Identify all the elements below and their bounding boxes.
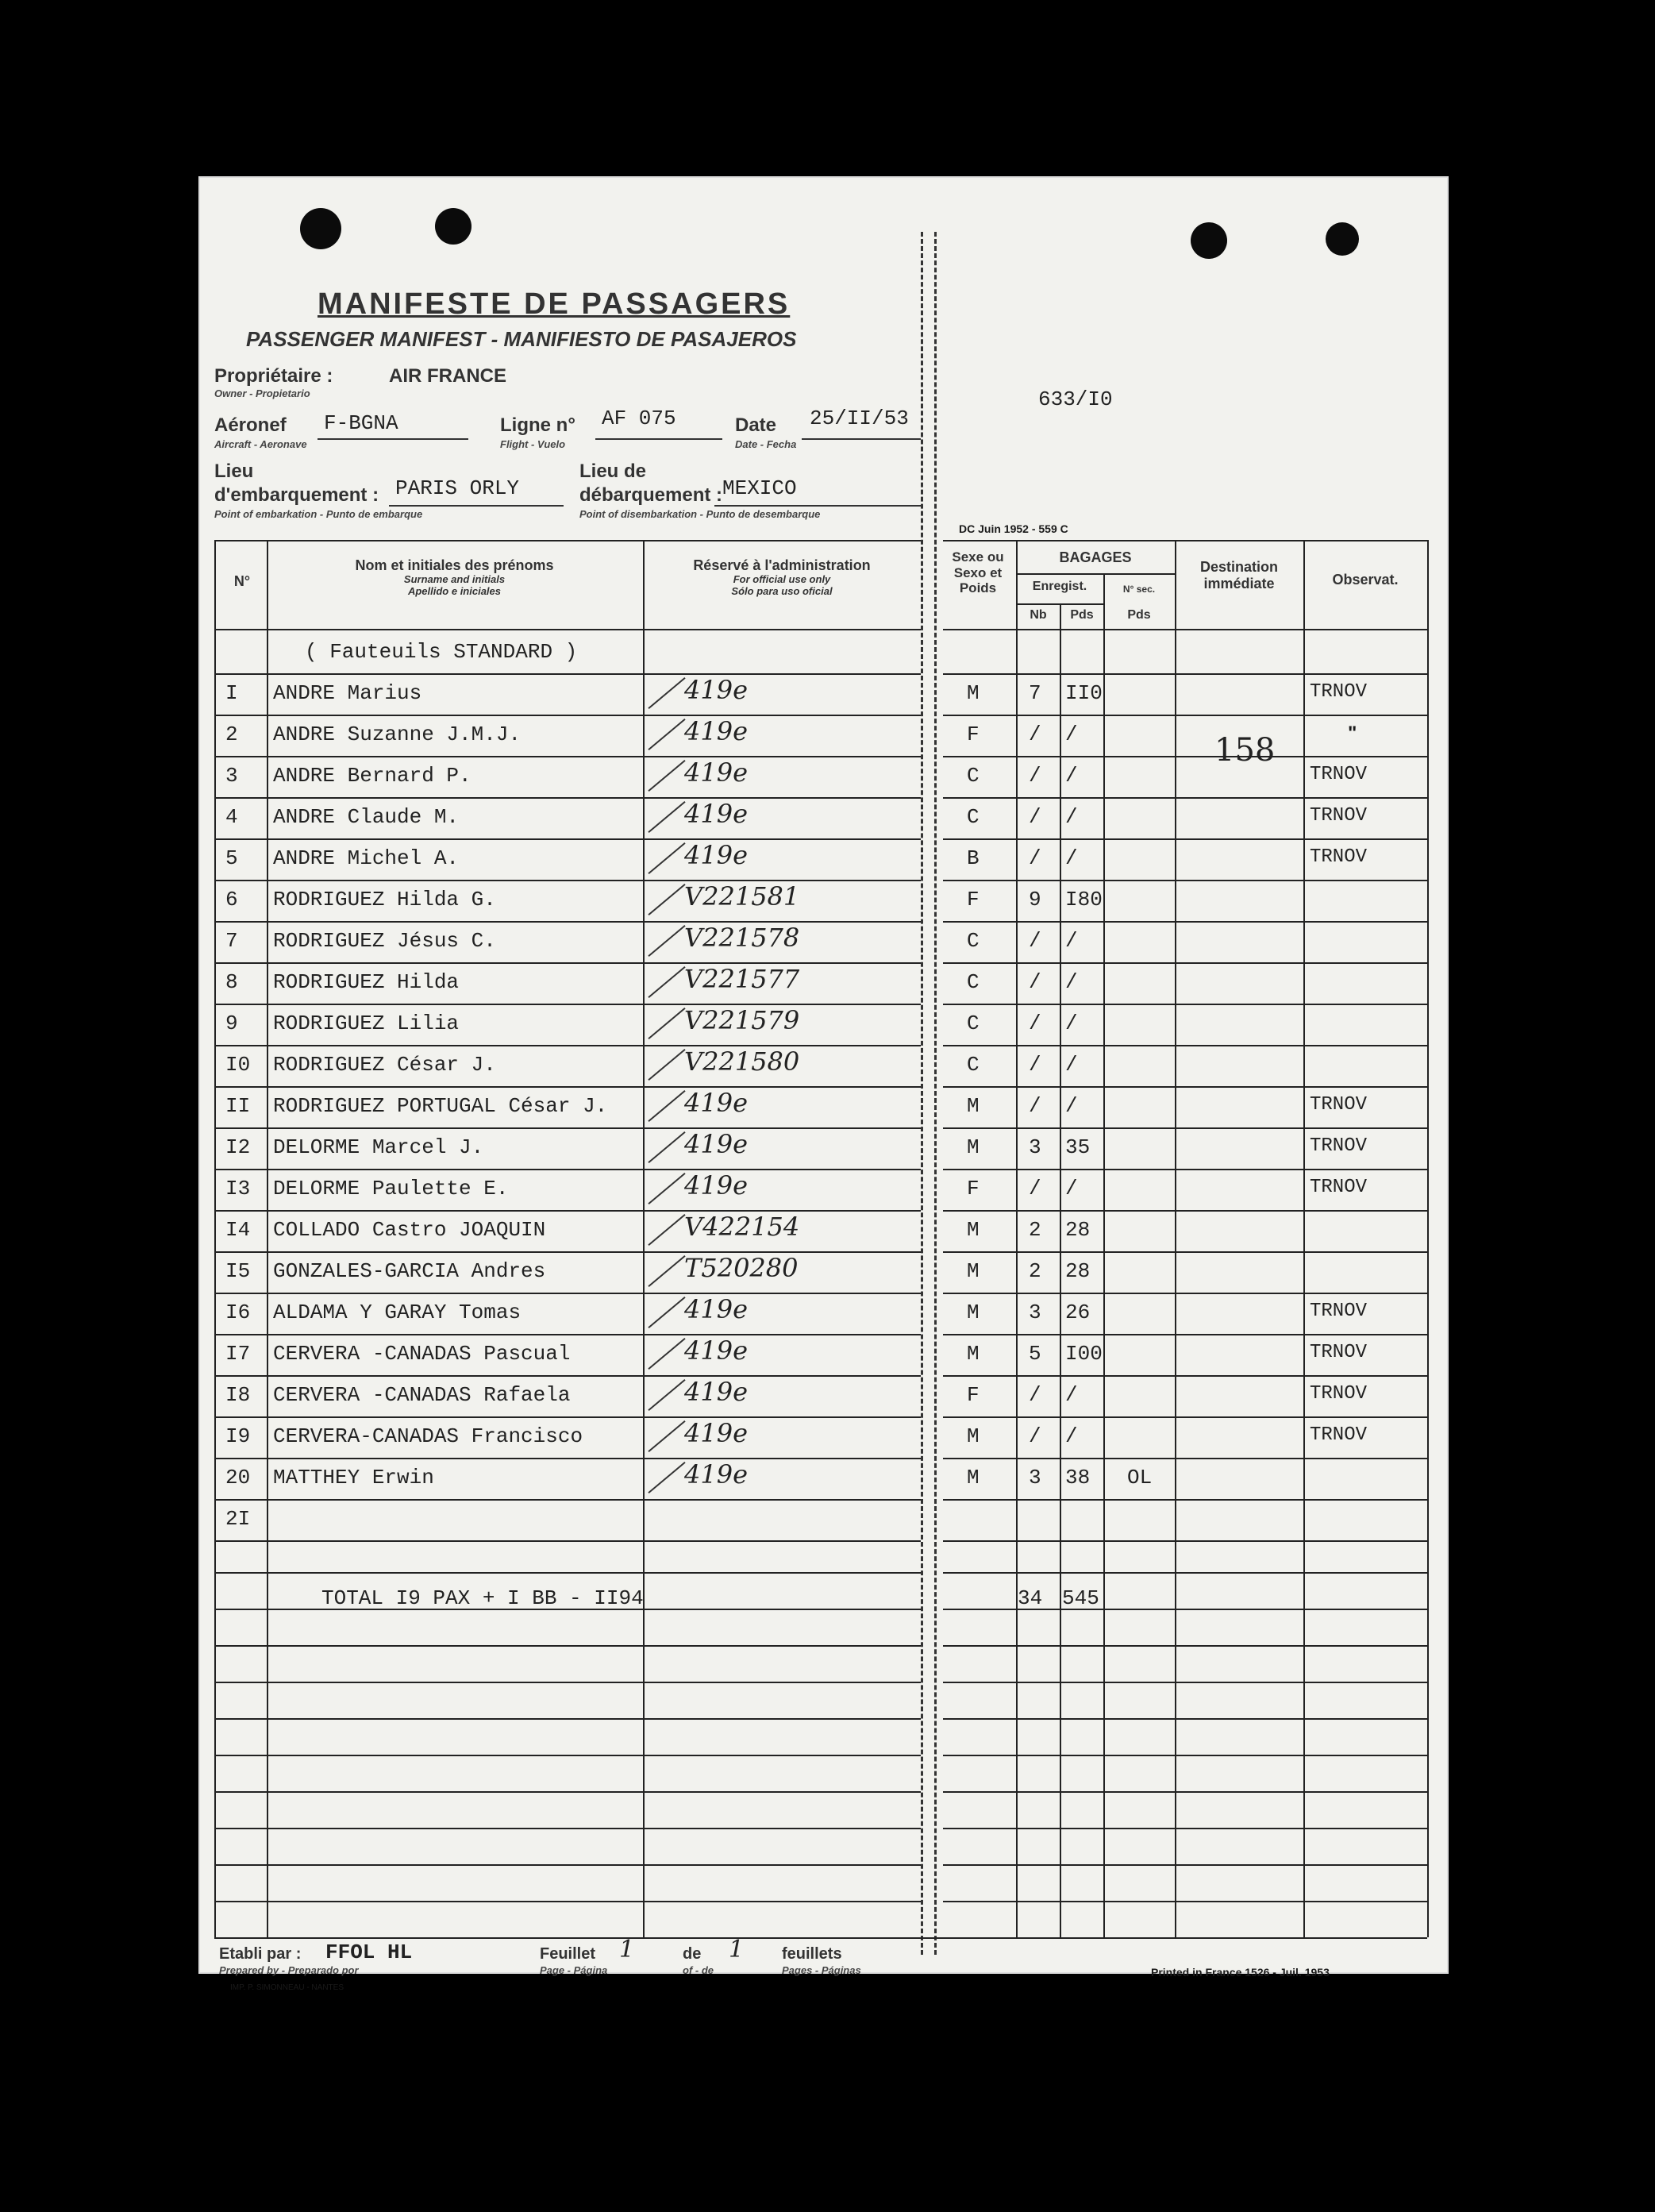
date-sublabel: Date - Fecha	[735, 438, 797, 450]
baggage-count: /	[1029, 764, 1041, 788]
row-rule	[943, 797, 1427, 799]
reference-number: 633/I0	[1038, 387, 1113, 411]
row-number: 2I	[225, 1507, 251, 1531]
row-rule	[943, 1334, 1427, 1335]
sex-code: M	[967, 1218, 980, 1242]
baggage-weight: /	[1065, 764, 1078, 788]
flight-label: Ligne n°	[500, 414, 575, 436]
check-stroke	[648, 1462, 685, 1493]
reserved-entry: V221579	[684, 1005, 800, 1035]
row-rule	[943, 1293, 1427, 1294]
check-stroke	[648, 842, 685, 874]
row-rule	[943, 715, 1427, 716]
sheets-label: feuillets	[782, 1945, 842, 1963]
row-rule	[214, 1864, 921, 1866]
totals-pds: 545	[1062, 1586, 1099, 1610]
check-stroke	[648, 925, 685, 957]
row-number: 9	[225, 1012, 238, 1035]
col-header-name-sub1: Surname and initials	[403, 572, 506, 585]
observation: TRNOV	[1310, 1424, 1368, 1446]
baggage-weight: /	[1065, 1177, 1078, 1200]
reserved-entry: 419e	[684, 799, 749, 829]
baggage-weight: I00	[1065, 1342, 1103, 1366]
passenger-name: RODRIGUEZ Jésus C.	[273, 929, 496, 953]
row-rule	[943, 1572, 1427, 1574]
baggage-count: 3	[1029, 1466, 1041, 1489]
baggage-weight: /	[1065, 1094, 1078, 1118]
row-rule	[943, 1645, 1427, 1647]
of-sublabel: of - de	[683, 1964, 714, 1976]
baggage-count: /	[1029, 1012, 1041, 1035]
row-rule	[943, 1791, 1427, 1793]
punch-hole	[1326, 222, 1359, 256]
baggage-weight: /	[1065, 929, 1078, 953]
row-rule	[943, 1045, 1427, 1046]
observation: TRNOV	[1310, 805, 1368, 827]
check-stroke	[648, 719, 685, 750]
row-rule	[214, 962, 921, 964]
embark-label-line2: d'embarquement :	[214, 484, 379, 506]
row-rule	[214, 1169, 921, 1170]
sex-code: C	[967, 929, 980, 953]
row-number: 7	[225, 929, 238, 953]
baggage-count: 2	[1029, 1218, 1041, 1242]
row-rule	[214, 715, 921, 716]
row-rule	[214, 1334, 921, 1335]
reserved-entry: 419e	[684, 675, 749, 705]
row-rule	[943, 1169, 1427, 1170]
row-rule	[943, 1375, 1427, 1377]
row-rule	[214, 1572, 921, 1574]
observation: TRNOV	[1310, 1301, 1368, 1322]
baggage-weight: /	[1065, 1053, 1078, 1077]
passenger-name: RODRIGUEZ Lilia	[273, 1012, 460, 1035]
check-stroke	[648, 1214, 685, 1246]
reserved-entry: 419e	[684, 1335, 749, 1366]
baggage-weight: /	[1065, 805, 1078, 829]
sex-code: F	[967, 1177, 980, 1200]
baggage-count: 9	[1029, 888, 1041, 911]
form-code: DC Juin 1952 - 559 C	[959, 522, 1068, 535]
date-label: Date	[735, 414, 777, 436]
embark-label-line1: Lieu	[214, 461, 254, 482]
sheets-sublabel: Pages - Páginas	[782, 1964, 861, 1976]
passenger-name: DELORME Paulette E.	[273, 1177, 509, 1200]
reserved-entry: 419e	[684, 1459, 749, 1489]
reserved-entry: 419e	[684, 1129, 749, 1159]
punch-hole	[435, 208, 471, 245]
sex-code: M	[967, 1094, 980, 1118]
sex-code: M	[967, 1301, 980, 1324]
reserved-entry: 419e	[684, 840, 749, 870]
row-number: I7	[225, 1342, 251, 1366]
row-rule	[214, 1416, 921, 1418]
row-rule	[214, 1045, 921, 1046]
sex-code: M	[967, 681, 980, 705]
col-header-destination: Destination immédiate	[1199, 559, 1278, 592]
baggage-count: /	[1029, 1177, 1041, 1200]
col-header-name	[270, 557, 639, 598]
row-rule	[943, 1499, 1427, 1501]
sex-code: C	[967, 764, 980, 788]
passenger-name: RODRIGUEZ PORTUGAL César J.	[273, 1094, 608, 1118]
row-rule	[214, 1293, 921, 1294]
punch-hole	[300, 208, 341, 249]
passenger-name: COLLADO Castro JOAQUIN	[273, 1218, 546, 1242]
printer-imprint: IMP. P. SIMONNEAU - NANTES	[230, 1983, 344, 1992]
sex-code: M	[967, 1424, 980, 1448]
baggage-weight: I80	[1065, 888, 1103, 911]
baggage-count: /	[1029, 805, 1041, 829]
flight-value: AF 075	[602, 407, 676, 430]
col-header-nb: Nb	[1030, 608, 1047, 622]
col-header-reserved-sub1: For official use only	[733, 572, 831, 585]
passenger-name: ANDRE Marius	[273, 681, 422, 705]
baggage-count: /	[1029, 723, 1041, 746]
baggage-count: 5	[1029, 1342, 1041, 1366]
passenger-name: DELORME Marcel J.	[273, 1135, 484, 1159]
reserved-entry: 419e	[684, 1418, 749, 1448]
row-rule	[943, 838, 1427, 840]
owner-label: Propriétaire :	[214, 365, 333, 387]
embark-sublabel: Point of embarkation - Punto de embarque	[214, 508, 423, 520]
check-stroke	[648, 677, 685, 709]
observation: TRNOV	[1310, 1135, 1368, 1157]
row-number: I4	[225, 1218, 251, 1242]
baggage-weight: 28	[1065, 1259, 1091, 1283]
reserved-entry: 419e	[684, 716, 749, 746]
check-stroke	[648, 1173, 685, 1204]
col-header-bagages: BAGAGES	[1059, 549, 1132, 565]
row-number: II	[225, 1094, 251, 1118]
sex-code: C	[967, 805, 980, 829]
check-stroke	[648, 801, 685, 833]
observation: TRNOV	[1310, 764, 1368, 785]
baggage-count: /	[1029, 1383, 1041, 1407]
disembark-sublabel: Point of disembarkation - Punto de desembarque	[579, 508, 821, 520]
ditto-mark: "	[1348, 723, 1357, 744]
row-rule	[943, 1251, 1427, 1253]
row-rule	[943, 1718, 1427, 1720]
sheet-value: 1	[619, 1936, 635, 1963]
reserved-entry: 419e	[684, 1088, 749, 1118]
prepared-sublabel: Prepared by - Preparado por	[219, 1964, 359, 1976]
row-rule	[214, 1718, 921, 1720]
row-rule	[943, 1127, 1427, 1129]
prepared-value: FFOL HL	[325, 1940, 413, 1964]
baggage-count: 3	[1029, 1301, 1041, 1324]
row-number: 3	[225, 764, 238, 788]
check-stroke	[648, 760, 685, 792]
row-number: I9	[225, 1424, 251, 1448]
passenger-name: RODRIGUEZ Hilda G.	[273, 888, 496, 911]
passenger-name: ANDRE Claude M.	[273, 805, 460, 829]
row-number: I5	[225, 1259, 251, 1283]
col-header-name-label: Nom et initiales des prénoms	[355, 557, 554, 573]
passenger-name: ANDRE Bernard P.	[273, 764, 471, 788]
baggage-weight: II0	[1065, 681, 1103, 705]
sex-code: B	[967, 846, 980, 870]
row-rule	[214, 1086, 921, 1088]
baggage-count: 3	[1029, 1135, 1041, 1159]
passenger-name: ALDAMA Y GARAY Tomas	[273, 1301, 522, 1324]
row-number: I0	[225, 1053, 251, 1077]
row-rule	[943, 1828, 1427, 1829]
baggage-count: /	[1029, 1424, 1041, 1448]
col-header-number: N°	[233, 573, 251, 589]
row-number: I2	[225, 1135, 251, 1159]
row-rule	[943, 1755, 1427, 1756]
reserved-entry: 419e	[684, 1294, 749, 1324]
passenger-name: RODRIGUEZ Hilda	[273, 970, 460, 994]
observation: TRNOV	[1310, 1094, 1368, 1116]
sex-code: M	[967, 1135, 980, 1159]
baggage-weight: 35	[1065, 1135, 1091, 1159]
check-stroke	[648, 884, 685, 915]
printed-in-france: Printed in France 1526 - Juil. 1953	[1151, 1966, 1330, 1979]
passenger-name: CERVERA-CANADAS Francisco	[273, 1424, 583, 1448]
check-stroke	[648, 1090, 685, 1122]
baggage-weight: /	[1065, 846, 1078, 870]
baggage-weight: 26	[1065, 1301, 1091, 1324]
destination-note: 158	[1214, 732, 1276, 769]
row-number: I6	[225, 1301, 251, 1324]
aircraft-value: F-BGNA	[324, 411, 398, 435]
baggage-weight: 38	[1065, 1466, 1091, 1489]
row-rule	[943, 1458, 1427, 1459]
col-header-pds2: Pds	[1127, 608, 1151, 622]
col-header-enregist: Enregist.	[1032, 580, 1087, 593]
col-header-nsec: N° sec.	[1122, 584, 1156, 595]
embark-value: PARIS ORLY	[395, 476, 520, 500]
aircraft-sublabel: Aircraft - Aeronave	[214, 438, 307, 450]
row-rule	[214, 1755, 921, 1756]
sex-code: F	[967, 888, 980, 911]
row-rule	[943, 1864, 1427, 1866]
baggage-count: 2	[1029, 1259, 1041, 1283]
row-rule	[214, 1127, 921, 1129]
row-number: 8	[225, 970, 238, 994]
row-number: I3	[225, 1177, 251, 1200]
observation: TRNOV	[1310, 1342, 1368, 1363]
disembark-value: MEXICO	[722, 476, 797, 500]
row-rule	[214, 1828, 921, 1829]
row-number: I8	[225, 1383, 251, 1407]
sex-code: F	[967, 723, 980, 746]
row-rule	[943, 921, 1427, 923]
row-rule	[943, 1682, 1427, 1683]
sheet-sublabel: Page - Página	[540, 1964, 608, 1976]
row-number: 20	[225, 1466, 251, 1489]
baggage-count: /	[1029, 929, 1041, 953]
baggage-weight: 28	[1065, 1218, 1091, 1242]
flight-sublabel: Flight - Vuelo	[500, 438, 566, 450]
sex-code: C	[967, 1012, 980, 1035]
check-stroke	[648, 966, 685, 998]
baggage-weight: /	[1065, 1383, 1078, 1407]
baggage-weight: /	[1065, 723, 1078, 746]
passenger-name: RODRIGUEZ César J.	[273, 1053, 496, 1077]
owner-value: AIR FRANCE	[389, 365, 506, 387]
row-rule	[214, 756, 921, 757]
row-rule	[943, 1901, 1427, 1902]
observation: TRNOV	[1310, 846, 1368, 868]
sheet-label: Feuillet	[540, 1945, 596, 1963]
row-rule	[214, 880, 921, 881]
reserved-entry: 419e	[684, 757, 749, 788]
row-rule	[214, 1791, 921, 1793]
observation: TRNOV	[1310, 1383, 1368, 1405]
sex-code: C	[967, 970, 980, 994]
sex-code: M	[967, 1466, 980, 1489]
baggage-weight: /	[1065, 970, 1078, 994]
row-rule	[943, 1540, 1427, 1542]
check-stroke	[648, 1420, 685, 1452]
row-number: 6	[225, 888, 238, 911]
check-stroke	[648, 1049, 685, 1081]
punch-hole	[1191, 222, 1227, 259]
totals-nb: 34	[1018, 1586, 1043, 1610]
row-rule	[943, 756, 1427, 757]
col-header-reserved-label: Réservé à l'administration	[693, 557, 871, 573]
row-rule	[943, 880, 1427, 881]
manifest-sheet	[198, 176, 1449, 1992]
of-label: de	[683, 1945, 702, 1963]
sex-code: F	[967, 1383, 980, 1407]
passenger-name: CERVERA -CANADAS Rafaela	[273, 1383, 571, 1407]
row-rule	[943, 962, 1427, 964]
row-number: 2	[225, 723, 238, 746]
row-rule	[214, 1004, 921, 1005]
col-header-name-sub2: Apellido e iniciales	[407, 584, 502, 597]
owner-sublabel: Owner - Propietario	[214, 387, 310, 399]
baggage-count: /	[1029, 846, 1041, 870]
baggage-count: 7	[1029, 681, 1041, 705]
check-stroke	[648, 1379, 685, 1411]
reserved-entry: 419e	[684, 1377, 749, 1407]
document-title: MANIFESTE DE PASSAGERS	[318, 287, 791, 321]
row-rule	[214, 1499, 921, 1501]
row-rule	[214, 1682, 921, 1683]
fold-separator	[921, 232, 937, 1955]
row-rule	[943, 1086, 1427, 1088]
baggage-weight: /	[1065, 1424, 1078, 1448]
of-value: 1	[729, 1936, 745, 1963]
reserved-entry: V422154	[684, 1212, 800, 1242]
row-rule	[214, 1458, 921, 1459]
document-subtitle: PASSENGER MANIFEST - MANIFIESTO DE PASAJEROS	[246, 327, 797, 351]
sex-code: C	[967, 1053, 980, 1077]
row-rule	[214, 838, 921, 840]
row-rule	[214, 1540, 921, 1542]
check-stroke	[648, 1131, 685, 1163]
date-value: 25/II/53	[810, 407, 909, 430]
row-rule	[214, 921, 921, 923]
prepared-label: Etabli par :	[219, 1945, 302, 1963]
section-label: ( Fauteuils STANDARD )	[305, 640, 578, 664]
reserved-entry: T520280	[684, 1253, 799, 1283]
row-rule	[943, 1004, 1427, 1005]
row-rule	[214, 1901, 921, 1902]
check-stroke	[648, 1338, 685, 1370]
row-rule	[943, 1609, 1427, 1610]
check-stroke	[648, 1008, 685, 1039]
totals-label: TOTAL I9 PAX + I BB - II94	[321, 1586, 644, 1610]
row-rule	[943, 1416, 1427, 1418]
observation: TRNOV	[1310, 1177, 1368, 1198]
baggage-count: /	[1029, 970, 1041, 994]
row-rule	[943, 1210, 1427, 1212]
row-rule	[214, 797, 921, 799]
col-header-pds: Pds	[1070, 608, 1094, 622]
reserved-entry: 419e	[684, 1170, 749, 1200]
row-number: 4	[225, 805, 238, 829]
baggage-count: /	[1029, 1053, 1041, 1077]
reserved-entry: V221580	[684, 1046, 800, 1077]
row-number: 5	[225, 846, 238, 870]
passenger-name: CERVERA -CANADAS Pascual	[273, 1342, 571, 1366]
reserved-entry: V221581	[684, 881, 800, 911]
aircraft-label: Aéronef	[214, 414, 287, 436]
baggage-count: /	[1029, 1094, 1041, 1118]
sex-code: M	[967, 1259, 980, 1283]
observation: TRNOV	[1310, 681, 1368, 703]
sex-code: M	[967, 1342, 980, 1366]
disembark-label-line2: débarquement :	[579, 484, 723, 506]
row-number: I	[225, 681, 238, 705]
passenger-name: ANDRE Michel A.	[273, 846, 460, 870]
col-header-observ: Observat.	[1332, 572, 1399, 588]
baggage-weight: /	[1065, 1012, 1078, 1035]
passenger-name: GONZALES-GARCIA Andres	[273, 1259, 546, 1283]
passenger-name: ANDRE Suzanne J.M.J.	[273, 723, 522, 746]
check-stroke	[648, 1255, 685, 1287]
check-stroke	[648, 1297, 685, 1328]
reserved-entry: V221577	[684, 964, 800, 994]
row-rule	[214, 1645, 921, 1647]
reserved-entry: V221578	[684, 923, 800, 953]
passenger-name: MATTHEY Erwin	[273, 1466, 434, 1489]
col-header-reserved-sub2: Sólo para uso oficial	[731, 584, 833, 597]
col-header-reserved	[647, 557, 917, 598]
row-rule	[214, 1251, 921, 1253]
row-rule	[214, 1375, 921, 1377]
col-header-sex: Sexe ou Sexo et Poids	[952, 549, 1004, 596]
disembark-label-line1: Lieu de	[579, 461, 647, 482]
baggage-nsec: OL	[1127, 1466, 1153, 1489]
row-rule	[214, 1210, 921, 1212]
